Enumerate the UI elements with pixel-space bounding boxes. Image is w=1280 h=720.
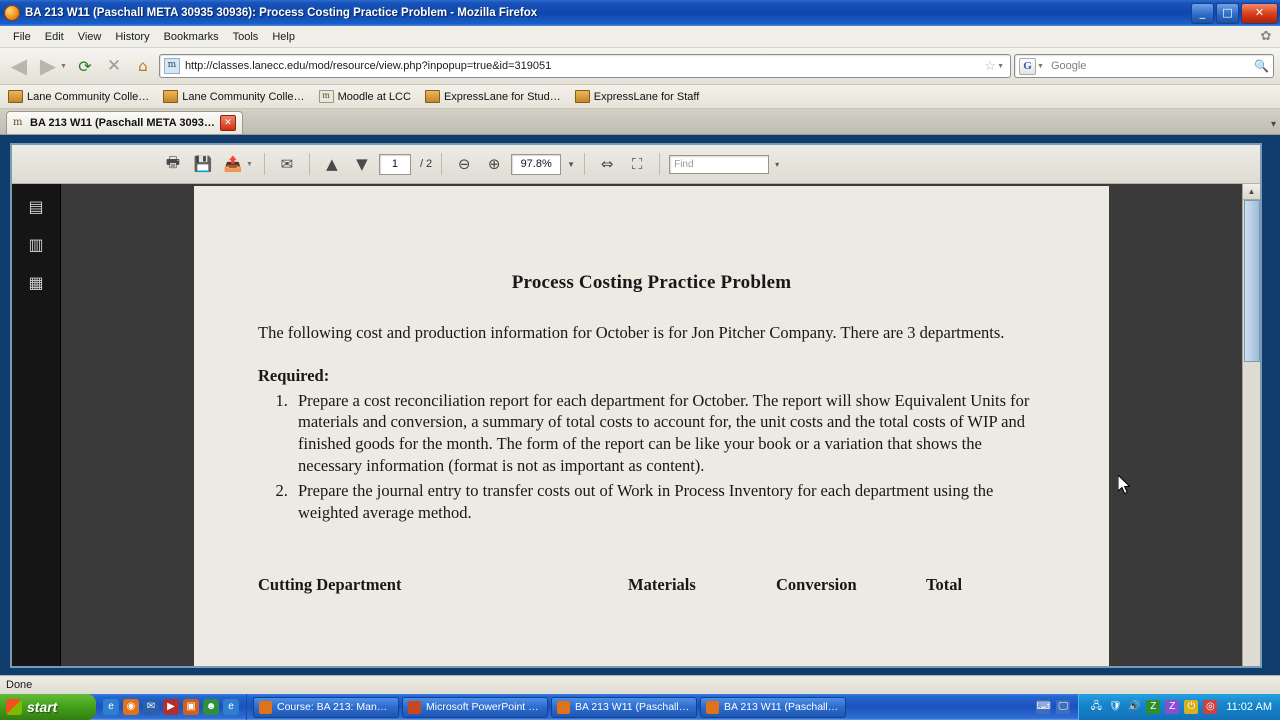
export-icon[interactable]: 📤 [223, 155, 243, 173]
url-text[interactable]: http://classes.lanecc.edu/mod/resource/view.php?inpopup=true&id=319051 [184, 60, 552, 72]
cutting-department-table-header [258, 575, 1045, 595]
close-icon[interactable]: ✕ [220, 115, 236, 131]
window-controls [1191, 3, 1278, 24]
home-button[interactable]: ⌂ [138, 57, 148, 75]
toolbar-divider [659, 153, 660, 175]
folder-icon [8, 90, 23, 103]
navigation-toolbar [0, 48, 1280, 85]
task-button-ba213-w11-a[interactable] [551, 697, 697, 718]
toolbar-divider [264, 153, 265, 175]
table-header-conversion: Conversion [776, 575, 857, 595]
volume-icon[interactable]: 🔊 [1128, 701, 1141, 712]
table-header-materials: Materials [628, 575, 696, 595]
taskbar-extra-icons [1028, 700, 1078, 714]
reload-button[interactable]: ⟳ [78, 56, 92, 76]
taskbar [0, 694, 1280, 720]
pdf-page [194, 186, 1109, 666]
zoom-tool-icon[interactable]: Z [1146, 700, 1160, 714]
table-header-total: Total [926, 575, 963, 595]
list-item: 2. Prepare the journal entry to transfer costs out of Work in Process Inventory for each department using the weighted average method. [292, 480, 1045, 523]
table-header-department: Cutting Department [258, 575, 402, 595]
menu-history[interactable]: History [115, 30, 150, 43]
task-label: Course: BA 213: Man… [277, 701, 388, 713]
pdf-viewer [10, 143, 1262, 668]
windows-flag-icon [6, 699, 22, 715]
bookmarks-icon[interactable]: ▥ [28, 235, 44, 254]
menu-file[interactable]: File [13, 30, 31, 43]
moodle-icon: m [13, 117, 23, 128]
powerpoint-icon [408, 701, 421, 714]
folder-icon [163, 90, 178, 103]
zoom-level-input[interactable]: 97.8% [511, 154, 561, 175]
task-button-powerpoint[interactable] [402, 697, 548, 718]
pdf-toolbar [12, 145, 1260, 184]
task-label: Microsoft PowerPoint … [426, 701, 539, 713]
page-number-input[interactable]: 1 [379, 154, 411, 175]
pdf-vertical-scrollbar[interactable] [1242, 184, 1260, 666]
maximize-button[interactable]: □ [1216, 3, 1239, 24]
messenger-icon[interactable]: ☻ [203, 699, 219, 715]
history-dropdown-icon[interactable]: ▼ [60, 62, 67, 70]
system-tray [1078, 694, 1280, 720]
minimize-button[interactable]: _ [1191, 3, 1214, 24]
clock[interactable]: 11:02 AM [1226, 701, 1272, 713]
find-dropdown-icon[interactable]: ▾ [775, 159, 780, 169]
zoom-out-icon[interactable]: ⊖ [457, 155, 471, 173]
media-player-icon[interactable]: ▶ [163, 699, 179, 715]
quick-launch-bar [96, 694, 247, 720]
bookmark-item[interactable] [163, 90, 304, 103]
address-bar[interactable] [159, 54, 1011, 78]
bookmark-item[interactable] [575, 90, 700, 103]
monitor-icon[interactable]: 🖵 [1056, 700, 1070, 714]
menu-help[interactable]: Help [272, 30, 295, 43]
window-title: BA 213 W11 (Paschall META 30935 30936): Process Costing Practice Problem - Mozilla Firefox [25, 7, 538, 19]
task-button-course-ba213[interactable] [253, 697, 399, 718]
bookmark-label: Lane Community Colle… [27, 90, 150, 103]
save-icon[interactable]: 💾 [193, 155, 213, 173]
bookmark-label: Moodle at LCC [337, 90, 411, 103]
network-icon[interactable]: 🖧 [1090, 701, 1102, 712]
toolbar-divider [309, 153, 310, 175]
pdf-body [12, 184, 1260, 666]
zoom-dropdown-icon[interactable]: ▼ [567, 159, 576, 169]
pdf-navigation-panel [12, 184, 61, 666]
tab-ba213-w11[interactable] [6, 111, 243, 134]
required-list [258, 390, 1045, 524]
photo-icon[interactable]: ▣ [183, 699, 199, 715]
antivirus-icon[interactable]: ◎ [1203, 700, 1217, 714]
search-go-icon[interactable]: 🔍 [1254, 59, 1269, 73]
task-button-ba213-w11-b[interactable] [700, 697, 846, 718]
task-label: BA 213 W11 (Paschall… [724, 701, 839, 713]
outlook-icon[interactable]: ✉ [143, 699, 159, 715]
menu-view[interactable]: View [77, 30, 102, 43]
firefox-icon [706, 701, 719, 714]
folder-icon [575, 90, 590, 103]
bookmark-star-icon[interactable]: ☆ [984, 58, 997, 73]
tab-bar [0, 109, 1280, 135]
title-bar [0, 0, 1280, 26]
start-button[interactable] [0, 694, 96, 720]
firefox-icon [557, 701, 570, 714]
attachments-icon[interactable]: ▦ [28, 273, 44, 292]
pages-icon[interactable]: ▤ [28, 197, 44, 216]
tab-label: BA 213 W11 (Paschall META 3093… [30, 117, 215, 129]
page-total-label: / 2 [419, 158, 433, 170]
shield-icon[interactable]: 🛡 [1108, 701, 1122, 712]
urlbar-dropdown-icon[interactable]: ▼ [997, 62, 1004, 70]
forward-button[interactable]: ▶ [39, 54, 57, 78]
addon-indicator-icon[interactable]: ✿ [1260, 28, 1272, 43]
toolbar-divider [441, 153, 442, 175]
power-icon[interactable]: ⏻ [1184, 700, 1198, 714]
status-text: Done [6, 679, 33, 691]
menu-tools[interactable]: Tools [232, 30, 259, 43]
firefox-logo-icon [4, 5, 20, 21]
document-intro: The following cost and production information for October is for Jon Pitcher Company. There are 3 departments. [258, 323, 1005, 342]
zoom-in-icon[interactable]: ⊕ [487, 155, 501, 173]
search-engine-dropdown-icon[interactable]: ▼ [1037, 62, 1044, 70]
close-button[interactable]: ✕ [1241, 3, 1278, 24]
menu-bar [0, 26, 1280, 48]
export-dropdown-icon[interactable]: ▼ [246, 160, 253, 168]
firefox-icon [259, 701, 272, 714]
previous-page-icon[interactable]: ▲ [326, 155, 338, 173]
zune-icon[interactable]: Z [1165, 700, 1179, 714]
document-title: Process Costing Practice Problem [511, 272, 792, 293]
bookmark-item[interactable] [8, 90, 149, 103]
keyboard-icon[interactable]: ⌨ [1036, 701, 1051, 712]
toolbar-divider [584, 153, 585, 175]
fit-page-icon[interactable]: ⛶ [631, 155, 643, 173]
search-bar[interactable] [1014, 54, 1274, 78]
fit-width-icon[interactable]: ⇔ [600, 155, 614, 173]
folder-icon [425, 90, 440, 103]
find-input[interactable]: Find [669, 155, 769, 174]
menu-edit[interactable]: Edit [44, 30, 64, 43]
firefox-icon[interactable]: ◉ [123, 699, 139, 715]
bookmark-item[interactable] [425, 90, 561, 103]
moodle-icon: m [319, 90, 334, 103]
scroll-up-icon[interactable]: ▲ [1243, 184, 1260, 200]
scrollbar-thumb[interactable] [1244, 200, 1260, 362]
bookmark-label: Lane Community Colle… [182, 90, 305, 103]
list-item: 1. Prepare a cost reconciliation report for each department for October. The report will show Equivalent Units for materials and conversion, a summary of total costs to account for, the unit costs and the total costs of WIP and finished goods for the month. The form of the report can be like your book or a variation that shows the necessary information (format is not as important as content). [292, 390, 1045, 476]
back-button[interactable]: ◀ [10, 54, 28, 78]
bookmark-label: ExpressLane for Stud… [443, 90, 561, 103]
pdf-page-scroll-area[interactable] [61, 184, 1242, 666]
tab-list-menu-icon[interactable]: ▾ [1270, 119, 1276, 130]
google-search-icon[interactable]: G [1019, 58, 1036, 75]
search-input[interactable]: Google [1050, 60, 1087, 72]
required-label: Required: [258, 365, 330, 385]
email-icon[interactable]: ✉ [280, 155, 294, 173]
browser-content [0, 135, 1280, 675]
browser-icon[interactable]: e [223, 699, 239, 715]
start-label: start [27, 699, 58, 715]
next-page-icon[interactable]: ▼ [356, 155, 368, 173]
status-bar [0, 675, 1280, 694]
print-icon[interactable]: 🖶 [165, 152, 181, 171]
internet-explorer-icon[interactable]: e [103, 699, 119, 715]
bookmark-label: ExpressLane for Staff [593, 90, 700, 103]
stop-button[interactable]: ✕ [106, 56, 122, 76]
bookmarks-toolbar [0, 85, 1280, 109]
site-favicon-icon: m [164, 58, 180, 74]
bookmark-item[interactable] [319, 90, 411, 103]
task-list [247, 697, 1028, 718]
task-label: BA 213 W11 (Paschall… [575, 701, 690, 713]
menu-bookmarks[interactable]: Bookmarks [163, 30, 219, 43]
